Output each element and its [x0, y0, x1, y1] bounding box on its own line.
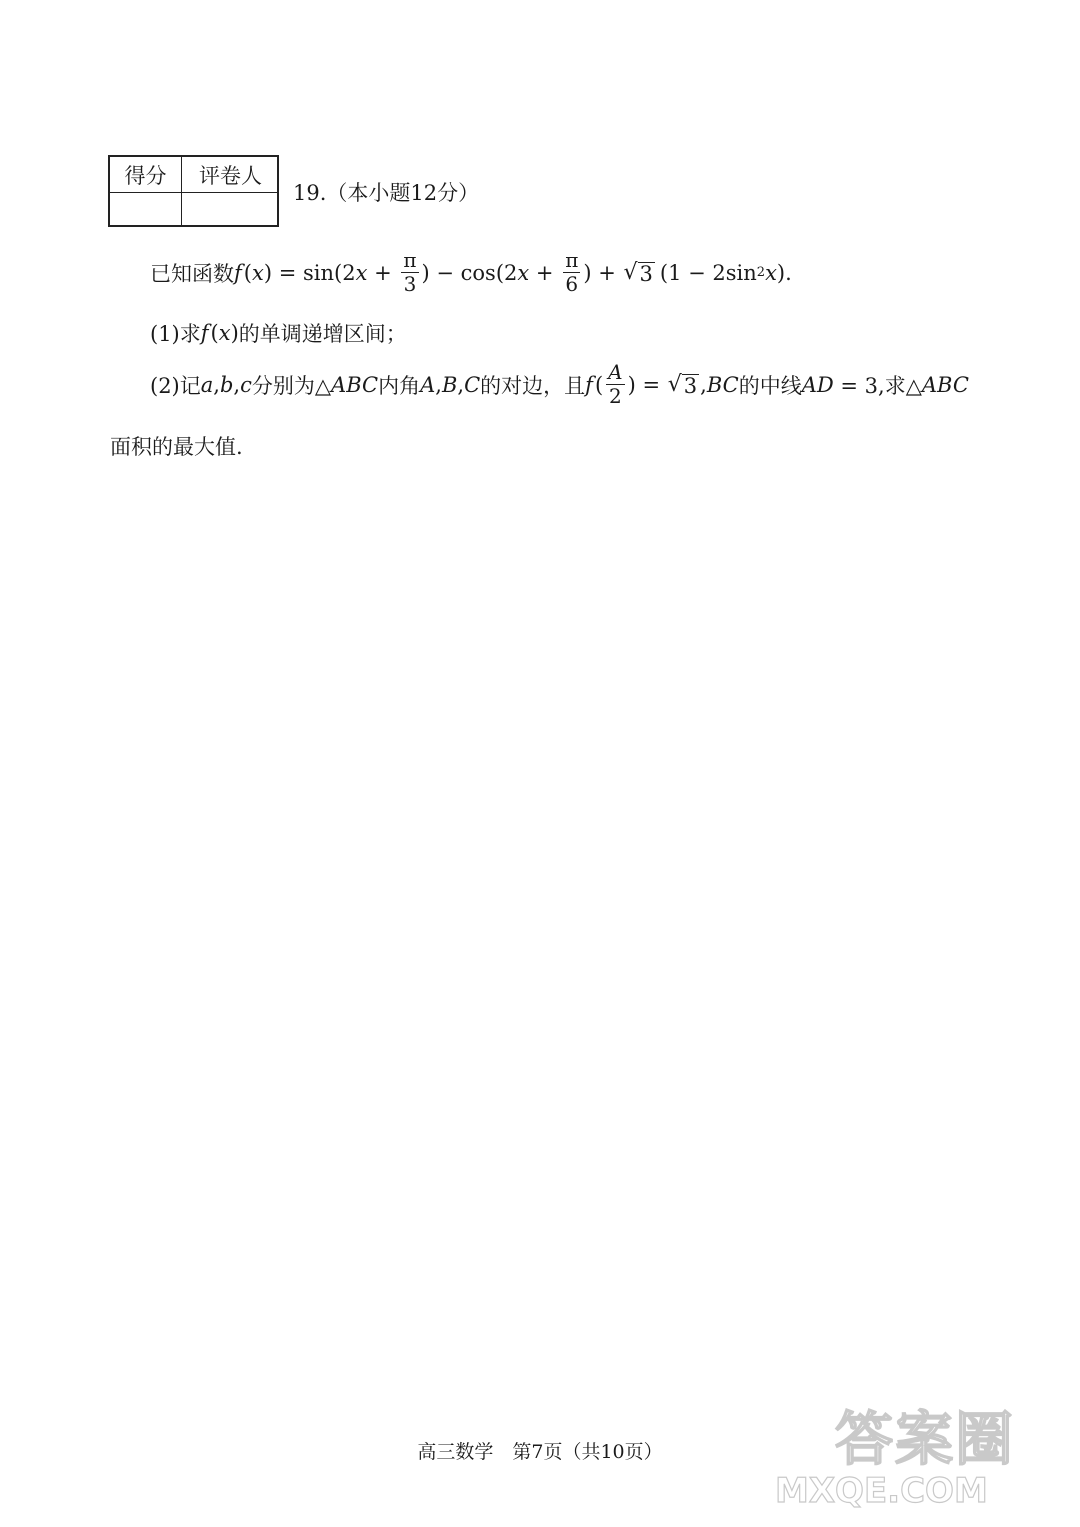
part2-text: 的对边，且	[480, 373, 586, 398]
frac-denominator: 2	[609, 384, 622, 408]
watermark-bottom: MXQE.COM	[775, 1471, 988, 1511]
stem-plus: +	[529, 260, 561, 285]
frac-numerator: π	[565, 248, 579, 272]
part2-var: B	[441, 372, 458, 397]
part1-paren: )	[230, 321, 239, 345]
question-part-2-continued	[110, 431, 243, 461]
page-footer: 高三数学 第7页（共10页）	[417, 1441, 663, 1463]
part1-text: 的单调递增区间；	[238, 322, 407, 346]
part1-label: (1)求	[150, 322, 201, 346]
sqrt-3	[623, 260, 654, 285]
part2-comma: ,	[457, 372, 465, 397]
part2-triangle: ABC	[921, 372, 969, 397]
part2-var: A	[420, 372, 436, 397]
part2-segment: BC	[706, 372, 739, 397]
part2-segment: AD	[801, 372, 834, 397]
stem-plus: +	[367, 260, 399, 285]
stem-x: x	[517, 260, 530, 285]
part2-f: f	[585, 372, 593, 397]
stem-tail: (1 − 2sin	[659, 260, 757, 285]
stem-x: x	[765, 260, 777, 285]
part1-x: x	[218, 321, 231, 345]
question-stem	[150, 250, 792, 295]
watermark-top: 答案圈	[835, 1405, 1016, 1473]
stem-x: x	[355, 260, 368, 285]
part2-var: a	[200, 372, 214, 397]
stem-x: x	[251, 260, 264, 285]
watermark-logo	[775, 1405, 1035, 1520]
part2-triangle: ABC	[331, 372, 379, 397]
stem-tail: ).	[776, 260, 792, 285]
part2-text: 内角	[378, 373, 421, 398]
table-divider-horizontal	[110, 192, 277, 193]
sqrt-value: 3	[639, 261, 653, 286]
part2-paren: (	[594, 372, 604, 397]
part2-text: 面积的最大值.	[110, 435, 243, 459]
stem-paren: )	[263, 260, 273, 285]
stem-sin: = sin(2	[272, 260, 356, 285]
question-part-1	[150, 318, 407, 348]
frac-numerator: π	[403, 248, 417, 272]
stem-f: f	[234, 260, 242, 285]
part2-text: = 3,求△	[833, 373, 922, 398]
part2-comma: ,	[213, 372, 220, 397]
fraction-a-over-2	[606, 362, 624, 407]
fraction-pi-over-6	[563, 250, 580, 295]
frac-denominator: 3	[403, 272, 417, 296]
part2-var: C	[464, 372, 481, 397]
score-table	[108, 155, 279, 227]
part2-text: 分别为△	[251, 373, 332, 398]
sqrt-3	[668, 372, 699, 397]
part2-var: b	[219, 372, 234, 397]
question-part-2	[150, 362, 969, 407]
part2-comma: ,	[700, 372, 707, 397]
sqrt-value: 3	[683, 373, 698, 398]
part2-comma: ,	[435, 372, 442, 397]
part2-comma: ,	[233, 372, 241, 397]
exponent: 2	[756, 265, 766, 280]
stem-cos: ) − cos(2	[421, 260, 518, 285]
part2-label: (2)记	[150, 373, 201, 398]
score-header: 得分	[124, 163, 167, 188]
fraction-pi-over-3	[401, 250, 418, 295]
part1-f: f	[200, 321, 209, 345]
stem-plus: ) +	[583, 260, 623, 285]
frac-numerator: A	[608, 360, 623, 384]
part2-var: c	[240, 372, 252, 397]
stem-prefix: 已知函数	[150, 261, 234, 286]
frac-denominator: 6	[565, 272, 579, 296]
stem-paren: (	[243, 260, 252, 285]
part2-eq: ) =	[627, 372, 667, 397]
part1-paren: (	[210, 321, 219, 345]
part2-text: 的中线	[738, 373, 802, 398]
sqrt-icon: √	[623, 260, 638, 285]
grader-header: 评卷人	[199, 163, 262, 188]
sqrt-icon: √	[667, 372, 682, 397]
question-header: 19.（本小题12分）	[293, 181, 480, 205]
